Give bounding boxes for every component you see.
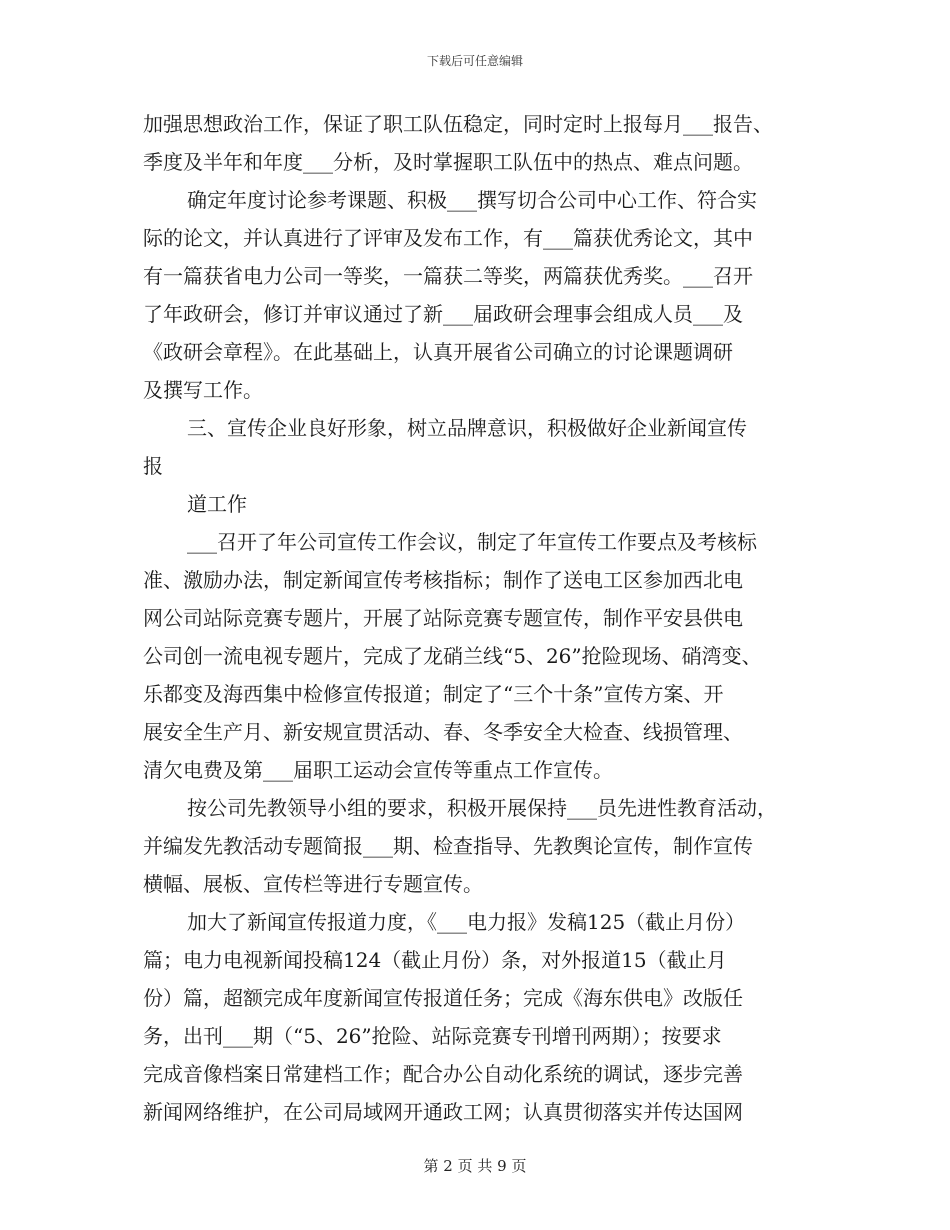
text-line: 公司创一流电视专题片，完成了龙硝兰线“5、26”抢险现场、硝湾变、	[143, 644, 762, 668]
text-line: 清欠电费及第___届职工运动会宣传等重点工作宣传。	[143, 758, 613, 782]
text-line: 展安全生产月、新安规宣贯活动、春、冬季安全大检查、线损管理、	[143, 720, 743, 744]
text-line: 网公司站际竞赛专题片，开展了站际竞赛专题宣传，制作平安县供电	[143, 606, 743, 630]
text-line: 新闻网络维护，在公司局域网开通政工网；认真贯彻落实并传达国网	[143, 1100, 743, 1124]
text-line: 《政研会章程》。在此基础上，认真开展省公司确立的讨论课题调研	[143, 340, 733, 364]
text-line: 按公司先教领导小组的要求，积极开展保持___员先进性教育活动，	[187, 796, 777, 820]
text-line: 了年政研会，修订并审议通过了新___届政研会理事会组成人员___及	[143, 302, 743, 326]
text-line: 横幅、展板、宣传栏等进行专题宣传。	[143, 872, 483, 896]
text-line: 确定年度讨论参考课题、积极___撰写切合公司中心工作、符合实	[187, 188, 757, 212]
text-line: 有一篇获省电力公司一等奖，一篇获二等奖，两篇获优秀奖。___召开	[143, 264, 753, 288]
text-line: 加大了新闻宣传报道力度，《___电力报》发稿125（截止月份）	[187, 910, 746, 934]
text-line: 加强思想政治工作，保证了职工队伍稳定，同时定时上报每月___报告、	[143, 112, 773, 136]
section-heading: 报	[143, 454, 163, 478]
text-line: 乐都变及海西集中检修宣传报道；制定了“三个十条”宣传方案、开	[143, 682, 724, 706]
text-line: 季度及半年和年度___分析，及时掌握职工队伍中的热点、难点问题。	[143, 150, 753, 174]
section-heading: 道工作	[187, 492, 247, 516]
page-header: 下载后可任意编辑	[426, 54, 523, 68]
text-line: 篇；电力电视新闻投稿124（截止月份）条，对外报道15（截止月	[143, 948, 727, 972]
text-line: 份）篇，超额完成年度新闻宣传报道任务；完成《海东供电》改版任	[143, 986, 743, 1010]
text-line: 准、激励办法，制定新闻宣传考核指标；制作了送电工区参加西北电	[143, 568, 743, 592]
text-line: 及撰写工作。	[143, 378, 263, 402]
text-line: ___召开了年公司宣传工作会议，制定了年宣传工作要点及考核标	[187, 530, 757, 554]
text-line: 并编发先教活动专题简报___期、检查指导、先教舆论宣传，制作宣传	[143, 834, 753, 858]
page-number: 第 2 页 共 9 页	[423, 1157, 527, 1175]
section-heading: 三、宣传企业良好形象，树立品牌意识，积极做好企业新闻宣传	[187, 416, 747, 440]
text-line: 务，出刊___期（“5、26”抢险、站际竞赛专刊增刊两期）；按要求	[143, 1024, 722, 1048]
text-line: 际的论文，并认真进行了评审及发布工作，有___篇获优秀论文，其中	[143, 226, 753, 250]
text-line: 完成音像档案日常建档工作；配合办公自动化系统的调试，逐步完善	[143, 1062, 743, 1086]
